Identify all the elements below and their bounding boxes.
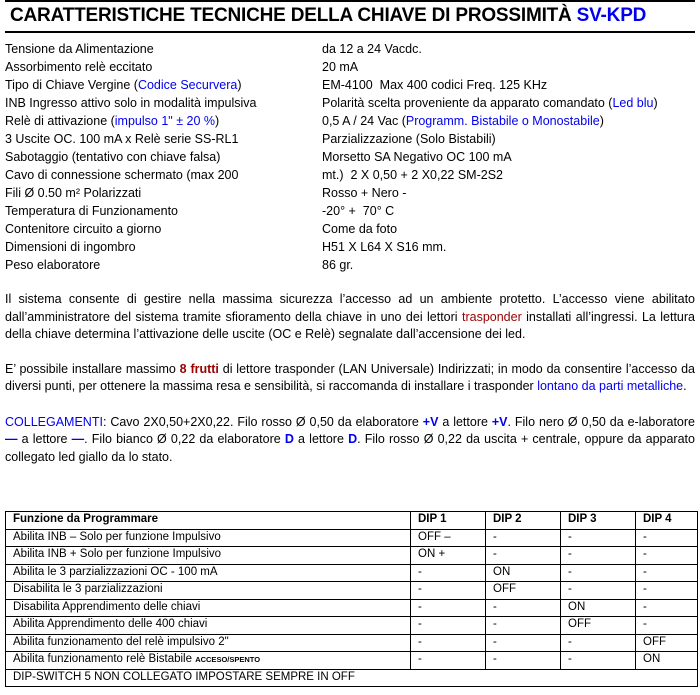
dip-value-cell: - — [561, 547, 636, 565]
table-row — [6, 599, 698, 617]
text-segment: Abilita le 3 parzializzazioni OC - 100 mA — [13, 565, 218, 578]
text-segment: Il sistema consente di gestire nella massima sicurezza l’accesso ad un ambiente protetto. L’accesso viene abilitato dall’amministratore del sistema tramite sfioramento della chiave in uno dei lettori — [5, 292, 695, 324]
table-header-cell: DIP 2 — [486, 512, 561, 530]
dip-value-cell: - — [636, 599, 698, 617]
function-cell — [6, 599, 411, 617]
dip-value-cell: - — [486, 634, 561, 652]
dip-value-cell: - — [486, 599, 561, 617]
table-footer-row — [6, 669, 698, 687]
dip-value-cell: - — [486, 547, 561, 565]
dip-value-cell: ON — [486, 564, 561, 582]
text-segment: -20° + 70° C — [322, 204, 395, 218]
dip-value-cell: - — [486, 529, 561, 547]
text-segment: Disabilita le 3 parzializzazioni — [13, 583, 163, 595]
spec-value — [322, 58, 358, 76]
text-segment: ACCESO/SPENTO — [195, 655, 261, 664]
text-segment: da 12 a 24 Vacdc. — [322, 42, 422, 56]
spec-value — [322, 94, 658, 112]
dip-value-cell: OFF – — [411, 529, 486, 547]
spec-row — [5, 256, 695, 274]
dip-table-body — [6, 529, 698, 669]
dip-switch-table — [5, 511, 698, 687]
page-title-text: CARATTERISTICHE TECNICHE DELLA CHIAVE DI PROSSIMITÀ — [10, 5, 577, 26]
function-cell — [6, 582, 411, 600]
text-segment: Cavo di connessione schermato (max 200 — [5, 168, 239, 182]
spec-list — [5, 40, 695, 274]
text-segment: ) — [237, 78, 242, 92]
spec-row — [5, 40, 695, 58]
table-header-row — [6, 512, 698, 530]
spec-row — [5, 58, 695, 76]
dip-value-cell: - — [411, 564, 486, 582]
spec-row — [5, 76, 695, 94]
text-segment: E’ possibile installare massimo — [5, 361, 180, 376]
dip-value-cell: ON — [636, 652, 698, 670]
spec-value — [322, 130, 496, 148]
spec-label — [5, 166, 322, 184]
paragraph-connections — [5, 414, 695, 467]
paragraph-system-description — [5, 291, 695, 344]
text-segment: ) — [215, 114, 220, 128]
table-header-cell: DIP 4 — [636, 512, 698, 530]
text-segment: 20 mA — [322, 60, 359, 74]
spec-row — [5, 166, 695, 184]
spec-label — [5, 238, 322, 256]
page-title-model: SV-KPD — [576, 5, 647, 26]
dip-value-cell: - — [636, 547, 698, 565]
function-cell — [6, 617, 411, 635]
text-segment: Polarità scelta proveniente da apparato comandato ( — [322, 96, 613, 110]
dip-value-cell: - — [561, 634, 636, 652]
table-header-cell: DIP 3 — [561, 512, 636, 530]
spec-value — [322, 220, 397, 238]
spec-label — [5, 112, 322, 130]
spec-row — [5, 112, 695, 130]
text-segment: Abilita funzionamento relè Bistabile — [13, 653, 196, 665]
text-segment: Codice Securvera — [137, 78, 238, 92]
function-cell — [6, 547, 411, 565]
dip-value-cell: - — [411, 634, 486, 652]
spec-value — [322, 76, 547, 94]
table-footer-note: DIP-SWITCH 5 NON COLLEGATO IMPOSTARE SEMPRE IN OFF — [6, 669, 698, 687]
dip-value-cell: OFF — [636, 634, 698, 652]
table-row — [6, 529, 698, 547]
spec-label — [5, 256, 322, 274]
text-segment: a lettore — [438, 414, 492, 429]
text-segment: Tensione da Alimentazione — [5, 42, 154, 56]
table-row — [6, 634, 698, 652]
text-segment: Contenitore circuito a giorno — [5, 222, 162, 236]
text-segment: Programm. Bistabile o Monostabile — [405, 114, 600, 128]
text-segment: Assorbimento relè eccitato — [5, 60, 153, 74]
spec-row — [5, 94, 695, 112]
text-segment: . Filo nero Ø 0,50 da e-laboratore — [507, 414, 695, 429]
spec-row — [5, 130, 695, 148]
dip-value-cell: - — [411, 617, 486, 635]
spec-row — [5, 238, 695, 256]
text-segment: Tipo di Chiave Vergine ( — [5, 78, 138, 92]
text-segment: — — [71, 432, 85, 446]
spec-value — [322, 40, 422, 58]
text-segment: : Cavo 2X0,50+2X0,22. Filo rosso Ø 0,50 da elaboratore — [102, 414, 423, 429]
paragraph-installation-notes — [5, 361, 695, 396]
dip-value-cell: - — [636, 617, 698, 635]
text-segment: Abilita INB + Solo per funzione Impulsivo — [13, 548, 222, 560]
text-segment: Morsetto SA Negativo OC 100 mA — [322, 150, 512, 164]
dip-value-cell: - — [411, 599, 486, 617]
table-row — [6, 652, 698, 670]
spec-label — [5, 40, 322, 58]
text-segment: Dimensioni di ingombro — [5, 240, 136, 254]
text-segment: ) — [653, 96, 658, 110]
text-segment: Parzializzazione (Solo Bistabili) — [322, 132, 496, 146]
text-segment: Come da foto — [322, 222, 398, 236]
dip-table-foot — [6, 669, 698, 687]
dip-value-cell: - — [486, 617, 561, 635]
dip-value-cell: ON — [561, 599, 636, 617]
dip-value-cell: - — [411, 652, 486, 670]
text-segment: Abilita Apprendimento delle 400 chiavi — [13, 618, 208, 630]
page-title — [5, 0, 695, 33]
text-segment: Fili Ø 0.50 m² Polarizzati — [5, 186, 142, 200]
text-segment: . Filo bianco Ø 0,22 da elaboratore — [84, 432, 285, 446]
text-segment: installati all’ingressi. La lettura della chiave determina l’attivazione delle uscite (OC e Relè) segnalate dall’accensione dei led. — [5, 309, 696, 341]
dip-table-head — [6, 512, 698, 530]
text-segment: Sabotaggio (tentativo con chiave falsa) — [5, 150, 221, 164]
text-segment: — — [5, 432, 18, 446]
table-row — [6, 582, 698, 600]
function-cell — [6, 652, 411, 670]
dip-value-cell: - — [561, 564, 636, 582]
text-segment: impulso 1" ± 20 % — [114, 114, 216, 128]
text-segment: Relè di attivazione ( — [5, 114, 115, 128]
spec-row — [5, 220, 695, 238]
text-segment: D — [348, 432, 358, 446]
dip-value-cell: OFF — [561, 617, 636, 635]
dip-value-cell: - — [411, 582, 486, 600]
table-header-cell: Funzione da Programmare — [6, 512, 411, 530]
spec-label — [5, 202, 322, 220]
text-segment: EM-4100 Max 400 codici Freq. 125 KHz — [322, 78, 548, 92]
text-segment: Abilita INB – Solo per funzione Impulsivo — [13, 530, 221, 543]
text-segment: . Filo rosso Ø 0,22 da uscita + centrale, oppure da apparato collegato led giallo da lo stato. — [5, 432, 695, 464]
text-segment: mt.) 2 X 0,50 + 2 X0,22 SM-2S2 — [322, 168, 503, 182]
text-segment: INB Ingresso attivo solo in modalità impulsiva — [5, 96, 257, 110]
dip-value-cell: OFF — [486, 582, 561, 600]
spec-value — [322, 148, 512, 166]
spec-row — [5, 148, 695, 166]
spec-value — [322, 202, 394, 220]
text-segment: D — [284, 432, 294, 446]
spec-label — [5, 76, 322, 94]
dip-value-cell: - — [561, 652, 636, 670]
text-segment: a lettore — [293, 432, 349, 446]
text-segment: +V — [422, 414, 439, 429]
text-segment: +V — [491, 414, 508, 429]
spec-label — [5, 220, 322, 238]
text-segment: Temperatura di Funzionamento — [5, 204, 179, 218]
text-segment: 86 gr. — [322, 258, 354, 272]
spec-label — [5, 130, 322, 148]
text-segment: Disabilita Apprendimento delle chiavi — [13, 600, 201, 613]
dip-value-cell: - — [561, 529, 636, 547]
dip-value-cell: - — [636, 582, 698, 600]
spec-label — [5, 148, 322, 166]
spec-value — [322, 112, 604, 130]
table-row — [6, 564, 698, 582]
table-row — [6, 547, 698, 565]
text-segment: Abilita funzionamento del relè impulsivo 2" — [13, 635, 229, 648]
spec-value — [322, 166, 503, 184]
dip-value-cell: - — [486, 652, 561, 670]
text-segment: Led blu — [612, 96, 654, 110]
text-segment: 0,5 A / 24 Vac ( — [322, 114, 406, 128]
text-segment: . — [683, 379, 687, 393]
dip-value-cell: - — [561, 582, 636, 600]
text-segment: trasponder — [461, 309, 522, 324]
spec-row — [5, 202, 695, 220]
text-segment: 3 Uscite OC. 100 mA x Relè serie SS-RL1 — [5, 132, 239, 146]
text-segment: Peso elaboratore — [5, 258, 101, 272]
dip-value-cell: - — [636, 529, 698, 547]
spec-label — [5, 184, 322, 202]
text-segment: di lettore trasponder (LAN Universale) Indirizzati; in modo da consentire l’accesso da diversi punti, per ottenere la massima resa e sensibilità, si raccomanda di installare i trasponder — [5, 361, 695, 393]
text-segment: Rosso + Nero - — [322, 186, 407, 200]
function-cell — [6, 564, 411, 582]
spec-label — [5, 94, 322, 112]
spec-label — [5, 58, 322, 76]
spec-value — [322, 238, 446, 256]
text-segment: ) — [599, 114, 604, 128]
spec-value — [322, 256, 353, 274]
text-segment: a lettore — [17, 432, 72, 446]
function-cell — [6, 529, 411, 547]
spec-row — [5, 184, 695, 202]
table-header-cell: DIP 1 — [411, 512, 486, 530]
text-segment: 8 frutti — [179, 361, 219, 376]
dip-value-cell: - — [636, 564, 698, 582]
function-cell — [6, 634, 411, 652]
text-segment: lontano da parti metalliche — [537, 379, 684, 393]
dip-value-cell: ON + — [411, 547, 486, 565]
text-segment: H51 X L64 X S16 mm. — [322, 240, 447, 254]
text-segment: COLLEGAMENTI — [5, 414, 103, 429]
spec-value — [322, 184, 406, 202]
table-row — [6, 617, 698, 635]
